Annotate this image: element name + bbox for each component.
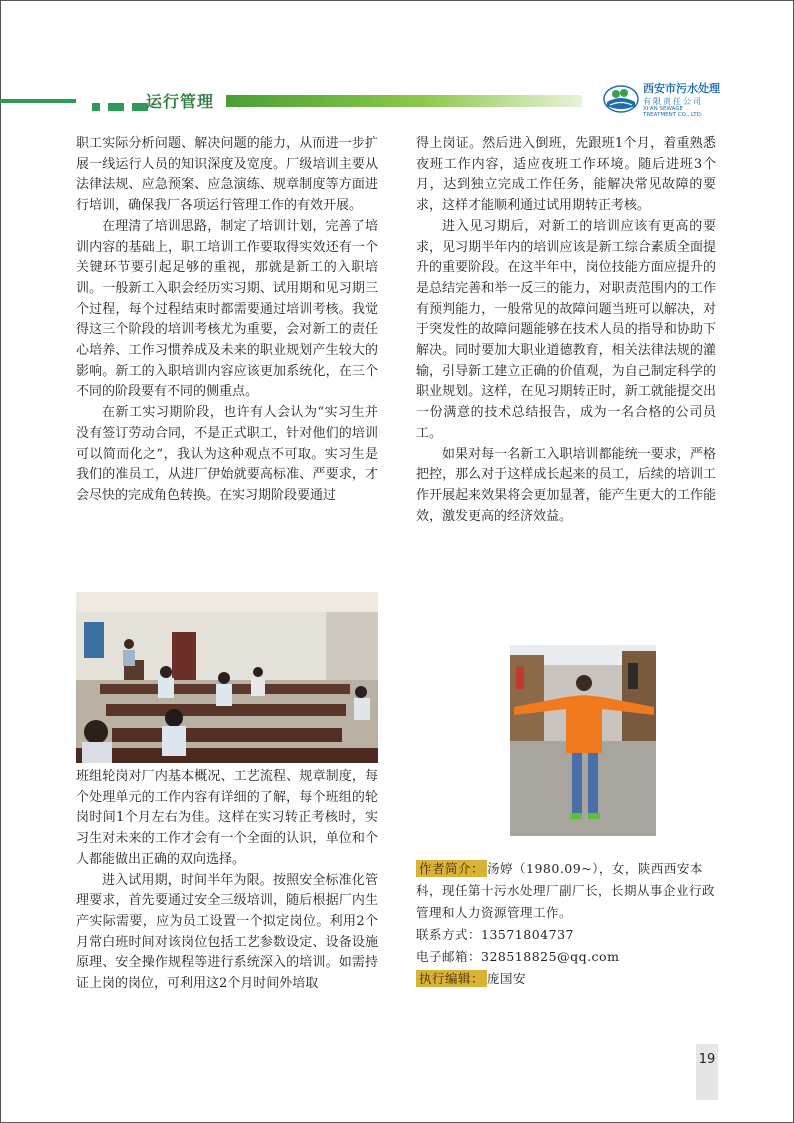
paragraph: 如果对每一名新工入职培训都能统一要求，严格把控，那么对于这样成长起来的员工，后续的培训工作开展起来效果将会更加显著，能产生更大的工作能效，激发更高的经济效益。: [416, 446, 716, 524]
logo-company-sub: 有限责任公司: [643, 97, 703, 106]
editor-line: [416, 968, 718, 990]
editor-label: 执行编辑：: [416, 970, 487, 987]
training-room-photo: [76, 592, 378, 763]
header-gradient-bar: [226, 95, 582, 107]
paragraph: 在理清了培训思路，制定了培训计划，完善了培训内容的基础上，职工培训工作要取得实效还有一个关键环节要引起足够的重视，那就是新工的入职培训。一般新工入职会经历实习期、试用期和见习期三个过程，每个过程结束时都需要通过培训考核。我觉得这三个阶段的培训考核尤为重要，会对新工的责任心培养、工作习惯养成及未来的职业规划产生较大的影响。新工的入职培训内容应该更加系统化，在三个不同的阶段要有不同的侧重点。: [76, 218, 378, 400]
editor-name: 庞国安: [487, 971, 527, 986]
article-left-column-top: [76, 134, 378, 507]
logo-en-line-1: XI'AN SEWAGE: [643, 106, 684, 112]
company-logo-icon: [603, 84, 639, 114]
paragraph: 得上岗证。然后进入倒班，先跟班1个月，着重熟悉夜班工作内容，适应夜班工作环境。随后进班3个月，达到独立完成工作任务，能解决常见故障的要求，这样才能顺利通过试用期转正考核。: [416, 136, 716, 214]
author-intro-label: 作者简介：: [416, 860, 487, 877]
header-rule-left: [0, 99, 76, 103]
paragraph: 进入试用期，时间半年为限。按照安全标准化管理要求，首先要通过安全三级培训，随后根据厂内生产实际需要，应为员工设置一个拟定岗位。利用2个月常白班时间对该岗位包括工艺参数设定、设备设施原理、安全操作规程等进行系统深入的培训。如需持证上岗的岗位，可利用这2个月时间外培取: [76, 872, 378, 992]
paragraph: 进入见习期后，对新工的培训应该有更高的要求，见习期半年内的培训应该是新工综合素质全面提升的重要阶段。在这半年中，岗位技能方面应提升的是总结完善和举一反三的能力，对职责范围内的工作有预判能力，一般常见的故障问题当班可以解决，对于突发性的故障问题能够在技术人员的指导和协助下解决。同时要加大职业道德教育，相关法律法规的灌输，引导新工建立正确的价值观，为自己制定科学的职业规划。这样，在见习期转正时，新工就能提交出一份满意的技术总结报告，成为一名合格的公司员工。: [416, 218, 716, 441]
logo-company-name: 西安市污水处理: [643, 82, 720, 95]
page-number: 19: [696, 1044, 718, 1100]
article-left-column-bottom: [76, 767, 378, 995]
logo-en-line-2: TREATMENT CO., LTD.: [643, 112, 703, 118]
author-email: 电子邮箱：328518825@qq.com: [416, 949, 620, 964]
section-title: 运行管理: [146, 92, 215, 111]
logo-company-english: [643, 106, 703, 118]
article-right-column: [416, 134, 716, 527]
author-intro-text: 汤婷（1980.09~），女，陕西西安本科，现任第十污水处理厂副厂长，长期从事企业行政管理和人力资源管理工作。: [416, 861, 716, 920]
paragraph: 在新工实习期阶段，也许有人会认为“实习生并没有签订劳动合同，不是正式职工，针对他们的培训可以简而化之”，我认为这种观点不可取。实习生是我们的准员工，从进厂伊始就要高标准、严要求，才会尽快的完成角色转换。在实习期阶段要通过: [76, 405, 378, 503]
author-intro: [416, 858, 718, 924]
author-info: [416, 858, 718, 990]
author-photo: [510, 645, 656, 836]
author-contact: 联系方式：13571804737: [416, 927, 574, 942]
paragraph: 职工实际分析问题、解决问题的能力，从而进一步扩展一线运行人员的知识深度及宽度。厂级培训主要从法律法规、应急预案、应急演练、规章制度等方面进行培训，确保我厂各项运行管理工作的有效开展。: [76, 136, 378, 214]
paragraph: 班组轮岗对厂内基本概况、工艺流程、规章制度，每个处理单元的工作内容有详细的了解，每个班组的轮岗时间1个月左右为佳。这样在实习转正考核时，实习生对未来的工作才会有一个全面的认识，单位和个人都能做出正确的双向选择。: [76, 769, 378, 867]
